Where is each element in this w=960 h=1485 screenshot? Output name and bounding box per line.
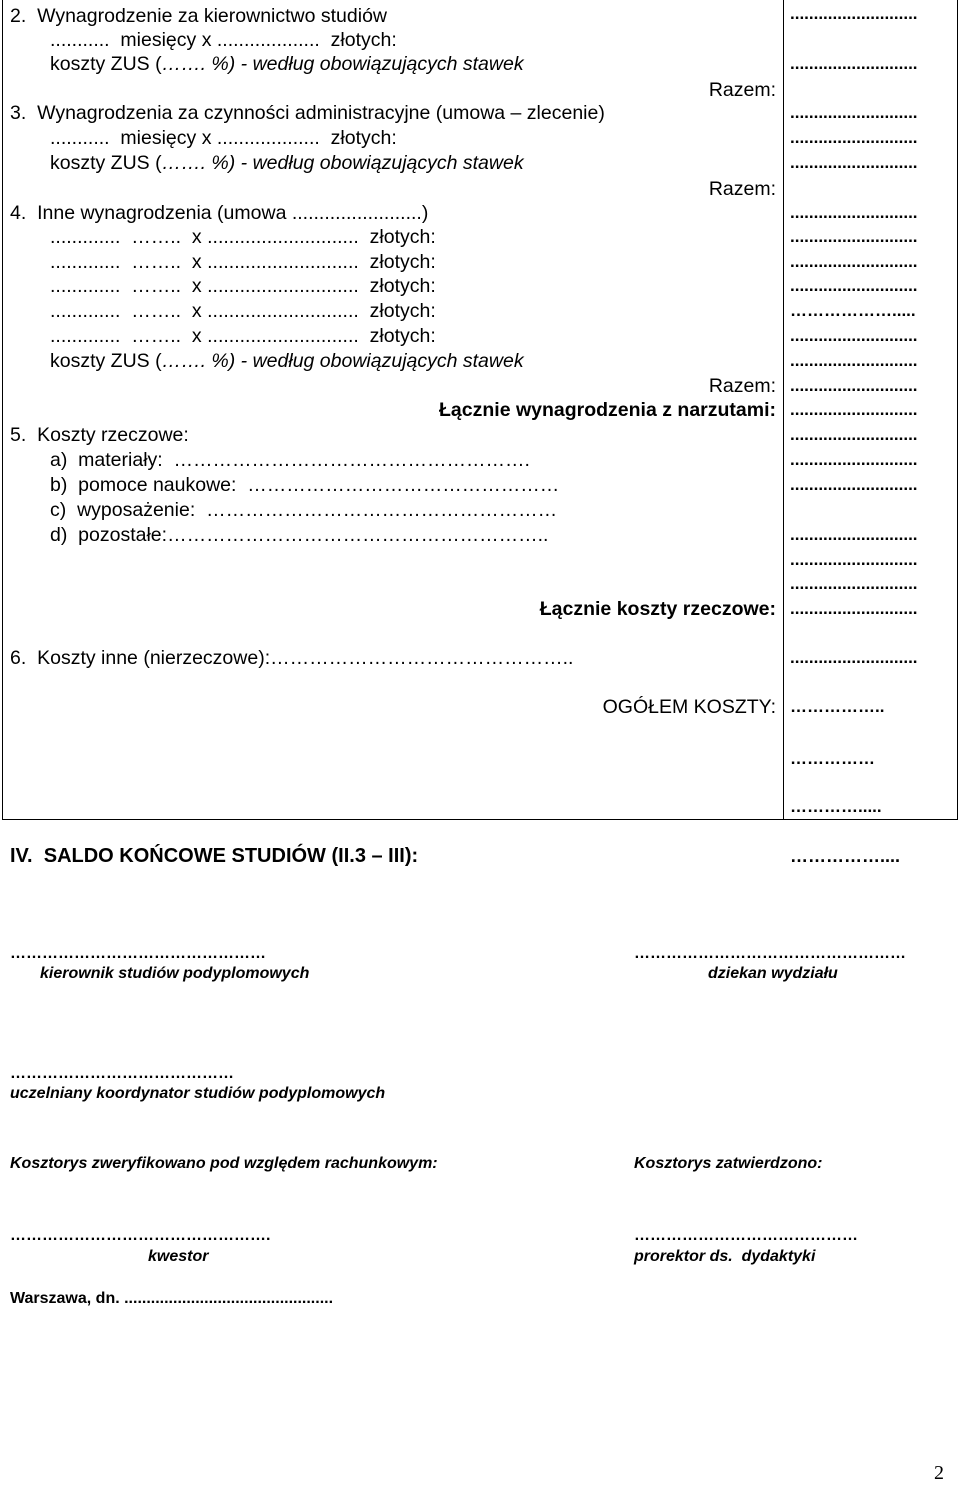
signature-line-kwestor: …………………………………………. bbox=[10, 1227, 271, 1244]
section2-title: 2. Wynagrodzenie za kierownictwo studiów bbox=[10, 5, 388, 27]
signature-line-kierownik: ………………………………………… bbox=[10, 945, 266, 962]
section5-item: d) pozostałe:………………………………………………….. bbox=[50, 524, 549, 546]
amount-field: ........................... bbox=[790, 599, 918, 618]
signature-label-dziekan: dziekan wydziału bbox=[708, 965, 838, 982]
verified-label: Kosztorys zweryfikowano pod względem rachunkowym: bbox=[10, 1155, 438, 1172]
amount-field: ........................... bbox=[790, 227, 918, 246]
amount-field: ........................... bbox=[790, 326, 918, 345]
section2-zus-line: koszty ZUS (……. %) - według obowiązujących stawek bbox=[50, 53, 524, 75]
section3-zus-line: koszty ZUS (……. %) - według obowiązujących stawek bbox=[50, 152, 524, 174]
section3-salary-line: ........... miesięcy x ................... złotych: bbox=[50, 127, 397, 149]
section5-total-label: Łącznie koszty rzeczowe: bbox=[539, 598, 776, 620]
final-balance-label: IV. SALDO KOŃCOWE STUDIÓW (II.3 – III): bbox=[10, 845, 419, 867]
amount-field: ........................... bbox=[790, 574, 918, 593]
signature-line-dziekan: …………………………………………… bbox=[634, 945, 906, 962]
section5-title: 5. Koszty rzeczowe: bbox=[10, 424, 189, 446]
amount-field: …………….. bbox=[790, 697, 885, 716]
final-balance-value: …………….... bbox=[790, 846, 901, 866]
amount-field: ........................... bbox=[790, 648, 918, 667]
section4-row: ............. …….. x ............................ złotych: bbox=[50, 275, 436, 297]
amount-field: ........................... bbox=[790, 376, 918, 395]
amount-field: ………………..... bbox=[790, 301, 916, 320]
signature-label-koordynator: uczelniany koordynator studiów podyplomowych bbox=[10, 1085, 386, 1102]
section6-title: 6. Koszty inne (nierzeczowe):……………………………………….. bbox=[10, 647, 574, 669]
section4-title: 4. Inne wynagrodzenia (umowa ........................) bbox=[10, 202, 429, 224]
place-date-line: Warszawa, dn. ............................................... bbox=[10, 1290, 334, 1307]
section5-item: c) wyposażenie: ……………………………………………… bbox=[50, 499, 558, 521]
amount-field: ........................... bbox=[790, 276, 918, 295]
amount-field: ........................... bbox=[790, 128, 918, 147]
signature-label-kwestor: kwestor bbox=[148, 1248, 209, 1265]
signature-line-prorektor: …………………………………… bbox=[634, 1227, 858, 1244]
amount-field: ........................... bbox=[790, 54, 918, 73]
section2-salary-line: ........... miesięcy x ................... złotych: bbox=[50, 29, 397, 51]
section4-zus-line: koszty ZUS (……. %) - według obowiązujących stawek bbox=[50, 350, 524, 372]
amount-field: ........................... bbox=[790, 525, 918, 544]
section4-razem: Razem: bbox=[708, 375, 776, 397]
amount-field: ........................... bbox=[790, 475, 918, 494]
amount-column-divider bbox=[783, 0, 784, 820]
signature-line-koordynator: …………………………………… bbox=[10, 1065, 234, 1082]
section4-row: ............. …….. x ............................ złotych: bbox=[50, 226, 436, 248]
amount-field: ........................... bbox=[790, 153, 918, 172]
signature-label-kierownik: kierownik studiów podyplomowych bbox=[40, 965, 310, 982]
amount-field: ........................... bbox=[790, 400, 918, 419]
amount-field: ........................... bbox=[790, 4, 918, 23]
amount-field: …………… bbox=[790, 749, 875, 768]
section4-row: ............. …….. x ............................ złotych: bbox=[50, 251, 436, 273]
amount-field: ........................... bbox=[790, 252, 918, 271]
signature-label-prorektor: prorektor ds. dydaktyki bbox=[634, 1248, 816, 1265]
approved-label: Kosztorys zatwierdzono: bbox=[634, 1155, 823, 1172]
amount-field: ........................... bbox=[790, 550, 918, 569]
amount-field: ........................... bbox=[790, 203, 918, 222]
section5-item: b) pomoce naukowe: ………………………………………… bbox=[50, 474, 560, 496]
section4-row: ............. …….. x ............................ złotych: bbox=[50, 300, 436, 322]
total-costs-label: OGÓŁEM KOSZTY: bbox=[602, 696, 776, 718]
amount-field: ........................... bbox=[790, 450, 918, 469]
section3-title: 3. Wynagrodzenia za czynności administracyjne (umowa – zlecenie) bbox=[10, 102, 605, 124]
section4-total-label: Łącznie wynagrodzenia z narzutami: bbox=[439, 399, 776, 421]
section4-row: ............. …….. x ............................ złotych: bbox=[50, 325, 436, 347]
page-number: 2 bbox=[934, 1462, 944, 1484]
section3-razem: Razem: bbox=[708, 178, 776, 200]
amount-field: …………..... bbox=[790, 797, 882, 816]
amount-field: ........................... bbox=[790, 103, 918, 122]
section5-item: a) materiały: ………………………………………………. bbox=[50, 449, 530, 471]
section2-razem: Razem: bbox=[708, 79, 776, 101]
amount-field: ........................... bbox=[790, 351, 918, 370]
amount-field: ........................... bbox=[790, 425, 918, 444]
